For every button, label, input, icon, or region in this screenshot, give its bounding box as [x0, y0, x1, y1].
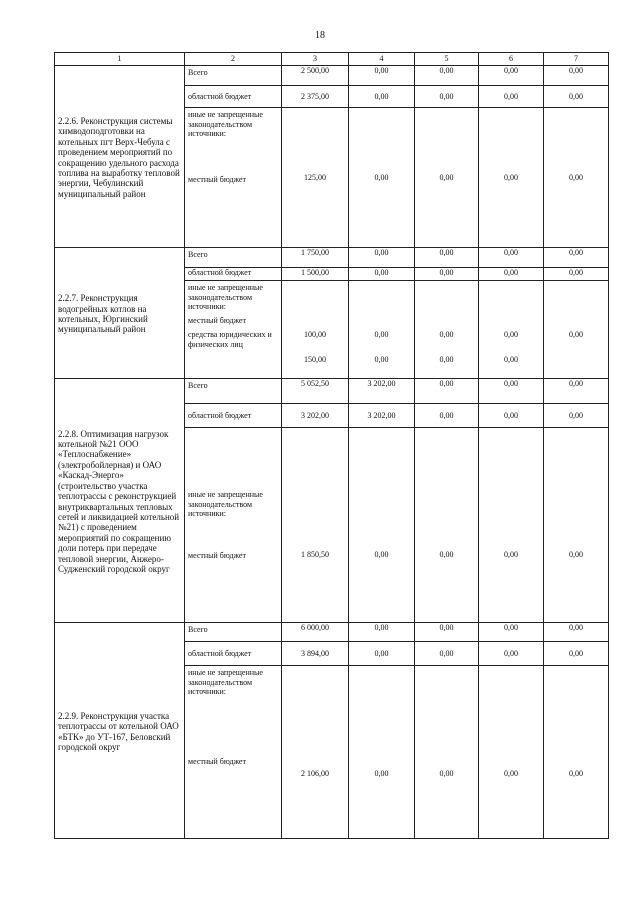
value-cell: 0,00	[415, 268, 479, 281]
value-cell: 0,00 0,00	[479, 281, 544, 379]
header-cell: 1	[55, 53, 185, 66]
source-label: Всего	[185, 623, 282, 642]
value-cell: 6 000,00	[282, 623, 349, 642]
source-label	[185, 281, 282, 379]
value-cell: 0,00	[479, 404, 544, 428]
value-cell: 0,00	[544, 268, 609, 281]
value-cell: 3 894,00	[282, 642, 349, 666]
value-cell: 0,00	[479, 379, 544, 404]
value-cell: 0,00	[415, 108, 479, 248]
value-cell: 0,00	[544, 428, 609, 623]
value-cell: 0,00	[415, 86, 479, 108]
other-sources-label: иные не запрещенные законодательством источники:	[188, 110, 263, 138]
value-cell: 0,00	[349, 268, 415, 281]
value-cell: 0,00	[349, 642, 415, 666]
value-cell: 1 850,50	[282, 428, 349, 623]
value-cell: 0,00	[479, 66, 544, 86]
value-cell: 0,00	[544, 86, 609, 108]
value-cell: 0,00	[544, 404, 609, 428]
table-row	[55, 66, 609, 86]
value-cell: 0,00	[415, 666, 479, 839]
source-label: областной бюджет	[185, 404, 282, 428]
measure-name: 2.2.8. Оптимизация нагрузок котельной №21 ООО «Теплоснабжение» (электробойлерная) и ОАО «Каскад-Энерго» (строительство участка теплотрассы с реконструкцией внутриквартальных тепловых сетей и ликвидацией котельной №21) с проведением мероприятий по сокращению доли потерь при передаче тепловой энергии, Анжеро-Судженский городской округ	[55, 379, 185, 623]
header-cell: 4	[349, 53, 415, 66]
measure-name: 2.2.9. Реконструкция участка теплотрассы от котельной ОАО «БТК» до УТ-167, Беловский городской округ	[55, 623, 185, 839]
value-cell: 0,00	[349, 428, 415, 623]
value-cell: 0,00 0,00	[415, 281, 479, 379]
value-cell: 0,00	[415, 642, 479, 666]
value-cell: 3 202,00	[349, 379, 415, 404]
budget-table	[54, 52, 609, 839]
value-cell: 5 052,50	[282, 379, 349, 404]
page-number: 18	[315, 30, 325, 41]
value-cell: 0,00	[544, 623, 609, 642]
header-cell: 3	[282, 53, 349, 66]
value-cell: 0,00	[544, 642, 609, 666]
value-cell: 0,00	[479, 623, 544, 642]
value-cell: 2 375,00	[282, 86, 349, 108]
value-cell: 0,00	[479, 108, 544, 248]
local-budget-label: местный бюджет	[188, 315, 246, 325]
local-budget-label: местный бюджет	[188, 550, 246, 560]
value-cell: 0,00	[415, 428, 479, 623]
value-cell: 0,00	[349, 86, 415, 108]
other-sources-label: иные не запрещенные законодательством источники:	[188, 490, 263, 518]
other-sources-label: иные не запрещенные законодательством источники:	[188, 283, 263, 311]
value-cell: 1 750,00	[282, 248, 349, 268]
value-cell: 2 500,00	[282, 66, 349, 86]
value-cell: 2 106,00	[282, 666, 349, 839]
value-cell: 0,00	[349, 108, 415, 248]
value-cell: 0,00	[479, 268, 544, 281]
local-budget-label: местный бюджет	[188, 174, 246, 184]
value-cell: 0,00	[479, 666, 544, 839]
header-cell: 2	[185, 53, 282, 66]
source-label	[185, 428, 282, 623]
header-cell: 6	[479, 53, 544, 66]
source-label	[185, 666, 282, 839]
source-label: Всего	[185, 248, 282, 268]
value-cell: 0,00	[415, 248, 479, 268]
value-cell: 125,00	[282, 108, 349, 248]
value-cell: 0,00	[544, 379, 609, 404]
value-cell: 0,00	[479, 642, 544, 666]
measure-name: 2.2.6. Реконструкция системы химводоподготовки на котельных пгт Верх-Чебула с проведением мероприятий по сокращению удельного расхода топлива на выработку тепловой энергии, Чебулинский муниципальный район	[55, 66, 185, 248]
value-cell: 100,00 150,00	[282, 281, 349, 379]
value-cell: 0,00	[349, 248, 415, 268]
value-cell: 0,00	[415, 379, 479, 404]
value-cell: 0,00	[349, 623, 415, 642]
header-row	[55, 53, 609, 66]
value-cell: 0,00	[544, 108, 609, 248]
header-cell: 5	[415, 53, 479, 66]
value-cell: 0,00	[479, 428, 544, 623]
value-cell: 0,00	[415, 66, 479, 86]
table-row	[55, 623, 609, 642]
source-label	[185, 108, 282, 248]
value-cell: 0,00	[349, 66, 415, 86]
value-cell: 3 202,00	[349, 404, 415, 428]
value-cell: 0,00 0,00	[349, 281, 415, 379]
value-cell: 0,00	[415, 404, 479, 428]
measure-name: 2.2.7. Реконструкция водогрейных котлов на котельных, Юргинский муниципальный район	[55, 248, 185, 379]
value-cell: 0,00	[349, 666, 415, 839]
source-label: областной бюджет	[185, 86, 282, 108]
table-row	[55, 379, 609, 404]
value-cell: 0,00	[544, 666, 609, 839]
source-label: областной бюджет	[185, 268, 282, 281]
value-cell: 0,00	[479, 248, 544, 268]
value-cell: 3 202,00	[282, 404, 349, 428]
value-cell: 0,00	[544, 66, 609, 86]
value-cell: 0,00	[415, 623, 479, 642]
value-cell: 0,00	[479, 86, 544, 108]
source-label: областной бюджет	[185, 642, 282, 666]
source-label: Всего	[185, 379, 282, 404]
legal-entities-label: средства юридических и физических лиц	[188, 330, 272, 349]
other-sources-label: иные не запрещенные законодательством источники:	[188, 668, 263, 696]
value-cell: 0,00	[544, 248, 609, 268]
table-row	[55, 248, 609, 268]
source-label: Всего	[185, 66, 282, 86]
value-cell: 0,00	[544, 281, 609, 379]
value-cell: 1 500,00	[282, 268, 349, 281]
local-budget-label: местный бюджет	[188, 756, 246, 766]
header-cell: 7	[544, 53, 609, 66]
